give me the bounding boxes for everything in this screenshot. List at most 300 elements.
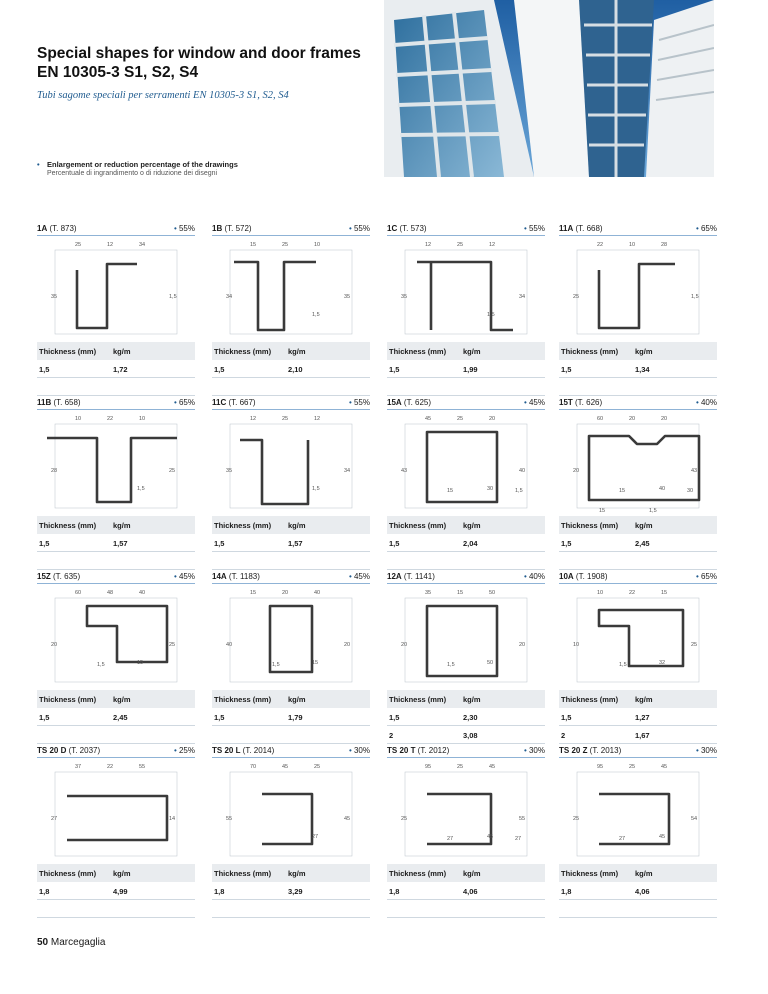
scale-value: 30% <box>700 746 717 755</box>
thickness-header: Thickness (mm) <box>214 521 272 530</box>
dimension-label: 25 <box>401 816 408 822</box>
spec-row-empty <box>37 378 195 396</box>
spec-row <box>212 534 370 552</box>
weight-value: 2,30 <box>463 713 478 722</box>
scale-bullet: • <box>348 224 354 233</box>
spec-table-header <box>387 690 545 708</box>
profile-scale <box>524 746 545 755</box>
spec-row <box>559 726 717 744</box>
dimension-label: 28 <box>51 468 58 474</box>
spec-table-header <box>37 516 195 534</box>
dimension-label: 12 <box>107 242 114 248</box>
dimension-label: 27 <box>515 836 522 842</box>
spec-row-empty <box>37 726 195 744</box>
weight-header: kg/m <box>635 347 653 356</box>
profile-reference: (T. 573) <box>397 224 427 233</box>
spec-row <box>37 534 195 552</box>
profile-card-header <box>37 396 195 410</box>
profile-code-label: 15A <box>387 398 402 407</box>
profile-scale <box>174 572 195 581</box>
scale-bullet: • <box>695 398 701 407</box>
spec-table-header <box>559 516 717 534</box>
dimension-label: 20 <box>661 416 668 422</box>
profile-drawing <box>559 412 717 520</box>
thickness-header: Thickness (mm) <box>39 695 97 704</box>
thickness-value: 1,8 <box>39 887 50 896</box>
scale-value: 45% <box>528 398 545 407</box>
weight-header: kg/m <box>288 695 306 704</box>
profile-card <box>387 222 545 390</box>
dimension-label: 95 <box>425 764 432 770</box>
profile-code <box>559 398 602 407</box>
profile-drawing <box>559 760 717 868</box>
scale-value: 45% <box>178 572 195 581</box>
profile-code-label: 15Z <box>37 572 51 581</box>
dimension-label: 1,5 <box>137 486 145 492</box>
dimension-label: 54 <box>691 816 698 822</box>
profile-code-label: 12A <box>387 572 402 581</box>
dimension-label: 1,5 <box>312 312 320 318</box>
dimension-label: 40 <box>139 590 146 596</box>
thickness-value: 1,5 <box>39 539 50 548</box>
weight-header: kg/m <box>113 695 131 704</box>
profile-drawing-svg <box>37 238 195 346</box>
profile-code <box>37 224 77 233</box>
profile-card-header <box>387 222 545 236</box>
profile-scale <box>696 224 717 233</box>
dimension-label: 45 <box>661 764 668 770</box>
dimension-label: 50 <box>487 660 494 666</box>
profile-code <box>387 746 449 755</box>
profile-code <box>387 224 427 233</box>
spec-row-empty <box>387 378 545 396</box>
dimension-label: 40 <box>519 468 526 474</box>
profile-drawing <box>37 760 195 868</box>
profile-reference: (T. 668) <box>573 224 603 233</box>
weight-value: 1,79 <box>288 713 303 722</box>
weight-value: 3,29 <box>288 887 303 896</box>
thickness-value: 2 <box>389 731 394 740</box>
spec-row-empty <box>212 378 370 396</box>
dimension-label: 25 <box>169 468 176 474</box>
profile-drawing-svg <box>387 238 545 346</box>
spec-row <box>387 360 545 378</box>
dimension-label: 40 <box>659 486 666 492</box>
dimension-label: 25 <box>282 416 289 422</box>
dimension-label: 10 <box>139 416 146 422</box>
profile-code <box>559 746 621 755</box>
weight-value: 2,45 <box>635 539 650 548</box>
spec-row-empty <box>387 900 545 918</box>
spec-table-header <box>37 690 195 708</box>
profile-shape <box>427 794 494 844</box>
profile-code <box>387 572 435 581</box>
spec-row <box>37 882 195 900</box>
page-footer <box>37 937 105 948</box>
dimension-label: 45 <box>425 416 432 422</box>
dimension-label: 12 <box>489 242 496 248</box>
profile-drawing-svg <box>212 412 370 520</box>
profile-shape <box>589 436 699 500</box>
weight-value: 1,72 <box>113 365 128 374</box>
spec-row <box>37 360 195 378</box>
weight-value: 4,06 <box>635 887 650 896</box>
scale-value: 30% <box>528 746 545 755</box>
profile-card-header <box>559 222 717 236</box>
profile-reference: (T. 1141) <box>401 572 435 581</box>
scale-bullet: • <box>523 398 529 407</box>
dimension-label: 15 <box>661 590 668 596</box>
weight-header: kg/m <box>635 521 653 530</box>
dimension-label: 45 <box>487 834 494 840</box>
profile-card-header <box>212 570 370 584</box>
dimension-label: 22 <box>597 242 604 248</box>
profile-drawing <box>559 238 717 346</box>
thickness-value: 1,5 <box>214 713 225 722</box>
dimension-label: 40 <box>314 590 321 596</box>
spec-row <box>387 726 545 744</box>
note-italian: Percentuale di ingrandimento o di riduzione dei disegni <box>47 170 218 177</box>
thickness-value: 1,5 <box>39 713 50 722</box>
profile-card <box>559 396 717 564</box>
dimension-label: 25 <box>75 242 82 248</box>
dimension-label: 34 <box>344 468 351 474</box>
profile-drawing <box>37 412 195 520</box>
dimension-label: 45 <box>344 816 351 822</box>
title-line-2: EN 10305-3 S1, S2, S4 <box>37 64 199 81</box>
profile-card-header <box>37 570 195 584</box>
profile-drawing <box>387 412 545 520</box>
dimension-label: 1,5 <box>515 488 523 494</box>
dimension-label: 27 <box>447 836 454 842</box>
profile-drawing-svg <box>37 412 195 520</box>
profile-drawing-svg <box>212 586 370 694</box>
scale-value: 55% <box>353 224 370 233</box>
thickness-header: Thickness (mm) <box>561 347 619 356</box>
scale-bullet: • <box>695 746 701 755</box>
profile-code-label: 1B <box>212 224 223 233</box>
dimension-label: 20 <box>573 468 580 474</box>
dimension-label: 70 <box>250 764 257 770</box>
dimension-label: 50 <box>489 590 496 596</box>
scale-bullet: • <box>523 572 529 581</box>
dimension-label: 22 <box>107 416 114 422</box>
spec-table-header <box>212 864 370 882</box>
scale-value: 55% <box>528 224 545 233</box>
dimension-label: 60 <box>75 590 82 596</box>
profile-reference: (T. 2013) <box>587 746 622 755</box>
profile-card-header <box>559 396 717 410</box>
profile-drawing-svg <box>559 760 717 868</box>
profile-drawing-svg <box>559 412 717 520</box>
profile-shape <box>599 264 675 328</box>
dimension-label: 55 <box>519 816 526 822</box>
thickness-header: Thickness (mm) <box>389 695 447 704</box>
profile-reference: (T. 658) <box>51 398 81 407</box>
spec-row <box>559 708 717 726</box>
dimension-label: 15 <box>312 660 319 666</box>
thickness-header: Thickness (mm) <box>561 695 619 704</box>
spec-row-empty <box>559 900 717 918</box>
profile-drawing <box>212 760 370 868</box>
dimension-label: 55 <box>226 816 233 822</box>
dimension-frame <box>55 772 177 856</box>
thickness-value: 1,5 <box>214 365 225 374</box>
profile-card <box>212 570 370 738</box>
spec-row-empty <box>212 552 370 570</box>
profile-card-header <box>212 744 370 758</box>
profile-reference: (T. 873) <box>47 224 77 233</box>
spec-table-header <box>387 342 545 360</box>
profile-card <box>212 222 370 390</box>
dimension-label: 34 <box>139 242 146 248</box>
spec-row <box>387 534 545 552</box>
spec-table-header <box>212 690 370 708</box>
thickness-value: 1,8 <box>561 887 572 896</box>
dimension-label: 20 <box>282 590 289 596</box>
profile-scale <box>349 746 370 755</box>
scale-bullet: • <box>695 224 701 233</box>
profile-drawing <box>559 586 717 694</box>
thickness-header: Thickness (mm) <box>561 521 619 530</box>
profile-code <box>37 572 80 581</box>
profile-code-label: 11B <box>37 398 52 407</box>
profile-card <box>37 744 195 912</box>
profile-code <box>37 398 81 407</box>
thickness-header: Thickness (mm) <box>214 869 272 878</box>
dimension-label: 45 <box>489 764 496 770</box>
scale-bullet: • <box>348 572 354 581</box>
dimension-frame <box>230 598 352 682</box>
dimension-label: 15 <box>137 660 144 666</box>
dimension-label: 10 <box>314 242 321 248</box>
dimension-label: 35 <box>425 590 432 596</box>
profile-shape <box>87 606 167 662</box>
profile-reference: (T. 2012) <box>415 746 450 755</box>
weight-header: kg/m <box>463 347 481 356</box>
profile-shape <box>77 264 137 328</box>
dimension-label: 12 <box>425 242 432 248</box>
dimension-label: 10 <box>629 242 636 248</box>
dimension-label: 12 <box>250 416 257 422</box>
profile-reference: (T. 667) <box>226 398 256 407</box>
profile-drawing <box>37 586 195 694</box>
weight-value: 1,99 <box>463 365 478 374</box>
profile-drawing-svg <box>387 412 545 520</box>
dimension-label: 1,5 <box>312 486 320 492</box>
weight-value: 3,08 <box>463 731 478 740</box>
page-title <box>37 44 397 82</box>
profile-scale <box>174 398 195 407</box>
dimension-label: 25 <box>314 764 321 770</box>
profile-drawing <box>212 586 370 694</box>
dimension-label: 20 <box>401 642 408 648</box>
profile-reference: (T. 2014) <box>240 746 275 755</box>
dimension-label: 15 <box>457 590 464 596</box>
dimension-label: 15 <box>619 488 626 494</box>
dimension-label: 22 <box>629 590 636 596</box>
profile-code-label: 15T <box>559 398 573 407</box>
dimension-label: 43 <box>401 468 408 474</box>
thickness-value: 1,5 <box>389 365 400 374</box>
profile-code-label: 14A <box>212 572 227 581</box>
profile-reference: (T. 1908) <box>573 572 608 581</box>
thickness-value: 1,5 <box>389 539 400 548</box>
profile-shape <box>67 796 167 840</box>
dimension-label: 34 <box>519 294 526 300</box>
weight-value: 4,99 <box>113 887 128 896</box>
profile-reference: (T. 625) <box>401 398 432 407</box>
dimension-label: 35 <box>226 468 233 474</box>
dimension-frame <box>405 598 527 682</box>
spec-row <box>212 708 370 726</box>
dimension-label: 32 <box>659 660 666 666</box>
dimension-frame <box>230 424 352 508</box>
profile-drawing <box>387 760 545 868</box>
weight-header: kg/m <box>463 695 481 704</box>
scale-value: 45% <box>353 572 370 581</box>
scale-value: 65% <box>700 572 717 581</box>
dimension-label: 30 <box>687 488 694 494</box>
dimension-label: 25 <box>573 816 580 822</box>
scale-bullet: • <box>695 572 701 581</box>
scale-bullet: • <box>523 746 529 755</box>
profile-drawing-svg <box>212 760 370 868</box>
dimension-frame <box>405 424 527 508</box>
dimension-label: 43 <box>691 468 698 474</box>
scale-value: 55% <box>178 224 195 233</box>
profile-code-label: 10A <box>559 572 574 581</box>
profile-card-header <box>559 744 717 758</box>
thickness-header: Thickness (mm) <box>39 521 97 530</box>
dimension-label: 45 <box>282 764 289 770</box>
note-english: Enlargement or reduction percentage of the drawings <box>47 160 238 169</box>
dimension-label: 10 <box>597 590 604 596</box>
weight-header: kg/m <box>288 869 306 878</box>
spec-row <box>559 882 717 900</box>
page-subtitle: Tubi sagome speciali per serramenti EN 10305-3 S1, S2, S4 <box>37 90 289 101</box>
thickness-value: 1,5 <box>561 365 572 374</box>
scale-bullet: • <box>173 746 179 755</box>
profile-code-label: 11C <box>212 398 227 407</box>
spec-row-empty <box>37 900 195 918</box>
weight-header: kg/m <box>113 521 131 530</box>
profile-card-header <box>387 570 545 584</box>
profile-card <box>387 744 545 912</box>
weight-value: 2,10 <box>288 365 303 374</box>
profile-scale <box>696 572 717 581</box>
weight-header: kg/m <box>635 695 653 704</box>
profile-code <box>559 572 607 581</box>
profile-scale <box>524 398 545 407</box>
weight-value: 1,27 <box>635 713 650 722</box>
weight-value: 2,04 <box>463 539 478 548</box>
dimension-label: 15 <box>250 242 257 248</box>
profile-drawing-svg <box>387 760 545 868</box>
profile-code <box>37 746 100 755</box>
spec-row <box>37 708 195 726</box>
weight-header: kg/m <box>463 521 481 530</box>
dimension-label: 27 <box>619 836 626 842</box>
thickness-header: Thickness (mm) <box>39 347 97 356</box>
profile-reference: (T. 626) <box>572 398 603 407</box>
spec-row <box>212 882 370 900</box>
dimension-label: 1,5 <box>649 508 657 514</box>
thickness-value: 1,5 <box>561 713 572 722</box>
dimension-label: 34 <box>226 294 233 300</box>
profile-scale <box>349 398 370 407</box>
dimension-label: 25 <box>457 764 464 770</box>
profile-drawing-svg <box>387 586 545 694</box>
profile-shape <box>599 610 683 666</box>
profile-card <box>387 396 545 564</box>
profile-code-label: 1C <box>387 224 398 233</box>
dimension-label: 25 <box>691 642 698 648</box>
dimension-label: 20 <box>519 642 526 648</box>
dimension-label: 1,5 <box>447 662 455 668</box>
dimension-label: 27 <box>312 834 319 840</box>
scale-value: 55% <box>353 398 370 407</box>
dimension-label: 1,5 <box>272 662 280 668</box>
profile-shape <box>262 794 312 844</box>
dimension-label: 12 <box>314 416 321 422</box>
scale-value: 40% <box>528 572 545 581</box>
profile-code-label: TS 20 T <box>387 746 416 755</box>
profile-drawing <box>387 586 545 694</box>
profile-code <box>387 398 431 407</box>
spec-row-empty <box>212 900 370 918</box>
dimension-label: 25 <box>457 416 464 422</box>
dimension-label: 20 <box>51 642 58 648</box>
building-photo <box>384 0 714 177</box>
dimension-label: 48 <box>107 590 114 596</box>
profile-code-label: TS 20 Z <box>559 746 588 755</box>
dimension-label: 15 <box>447 488 454 494</box>
profile-card-header <box>37 222 195 236</box>
dimension-label: 1,5 <box>619 662 627 668</box>
profile-drawing-svg <box>559 238 717 346</box>
dimension-label: 1,5 <box>169 294 177 300</box>
weight-value: 2,45 <box>113 713 128 722</box>
profile-drawing <box>212 412 370 520</box>
profile-scale <box>524 224 545 233</box>
spec-table-header <box>37 342 195 360</box>
dimension-frame <box>55 424 177 508</box>
weight-header: kg/m <box>113 347 131 356</box>
profile-code <box>212 224 252 233</box>
profile-card-header <box>212 222 370 236</box>
thickness-value: 1,5 <box>214 539 225 548</box>
profile-card <box>37 570 195 738</box>
profile-shape <box>47 438 177 502</box>
weight-value: 1,67 <box>635 731 650 740</box>
weight-header: kg/m <box>288 347 306 356</box>
spec-row-empty <box>559 552 717 570</box>
weight-value: 1,57 <box>288 539 303 548</box>
scale-bullet: • <box>348 398 354 407</box>
dimension-label: 1,5 <box>487 312 495 318</box>
profile-scale <box>696 746 717 755</box>
spec-table-header <box>212 342 370 360</box>
dimension-label: 40 <box>226 642 233 648</box>
profile-code <box>212 572 260 581</box>
profile-scale <box>696 398 717 407</box>
scale-value: 30% <box>353 746 370 755</box>
profile-scale <box>174 746 195 755</box>
dimension-label: 55 <box>139 764 146 770</box>
dimension-label: 35 <box>51 294 58 300</box>
dimension-label: 60 <box>597 416 604 422</box>
